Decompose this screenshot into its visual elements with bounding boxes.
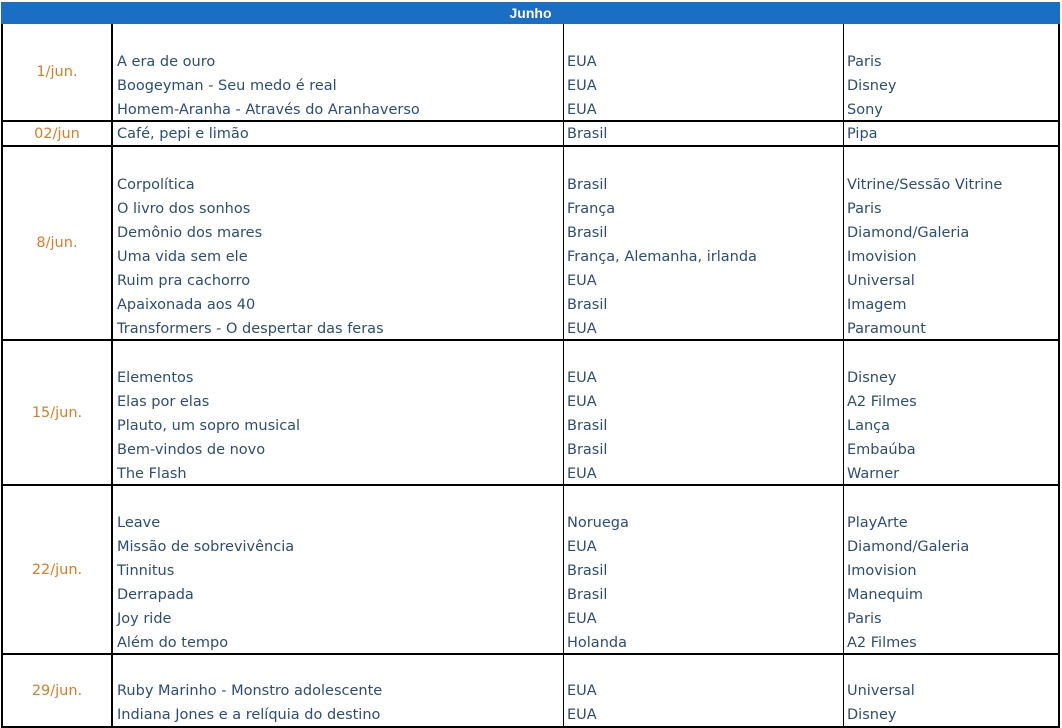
country-cell[interactable]: Brasil [567,297,608,313]
release-rows [3,147,1058,339]
country-cell[interactable]: Brasil [567,225,608,241]
table-row [3,122,1058,146]
release-rows [3,655,1058,726]
table-row [3,74,1058,98]
distributor-cell[interactable]: Disney [847,78,897,94]
movie-title-cell[interactable]: The Flash [117,466,187,482]
country-cell[interactable]: EUA [567,394,597,410]
release-rows [3,24,1058,120]
country-cell[interactable]: Brasil [567,442,608,458]
country-cell[interactable]: EUA [567,707,597,723]
table-row [3,173,1058,197]
release-date-cell[interactable]: 15/jun. [3,341,113,484]
movie-title-cell[interactable]: O livro dos sonhos [117,201,251,217]
country-cell[interactable]: EUA [567,539,597,555]
table-row [3,631,1058,655]
movie-title-cell[interactable]: Plauto, um sopro musical [117,418,301,434]
distributor-cell[interactable]: Imovision [847,249,917,265]
table-row [3,583,1058,607]
month-header[interactable]: Junho [1,2,1060,24]
country-cell[interactable]: EUA [567,78,597,94]
release-group [1,655,1060,728]
distributor-cell[interactable]: A2 Filmes [847,635,917,651]
release-date-cell[interactable]: 8/jun. [3,147,113,339]
distributor-cell[interactable]: Warner [847,466,900,482]
table-row [3,390,1058,414]
release-group [1,122,1060,147]
distributor-cell[interactable]: Disney [847,370,897,386]
release-group [1,486,1060,655]
distributor-cell[interactable]: Embaúba [847,442,916,458]
table-row [3,511,1058,535]
table-row [3,221,1058,245]
table-row [3,559,1058,583]
country-cell[interactable]: França, Alemanha, irlanda [567,249,757,265]
movie-title-cell[interactable]: Transformers - O despertar das feras [117,321,384,337]
country-cell[interactable]: Brasil [567,418,608,434]
release-group [1,341,1060,486]
table-row [3,535,1058,559]
release-date-cell[interactable]: 22/jun. [3,486,113,653]
release-group [1,147,1060,341]
distributor-cell[interactable]: Diamond/Galeria [847,225,970,241]
table-row [3,98,1058,122]
distributor-cell[interactable]: PlayArte [847,515,908,531]
movie-title-cell[interactable]: Bem-vindos de novo [117,442,266,458]
release-rows [3,122,1058,145]
distributor-cell[interactable]: Imovision [847,563,917,579]
movie-title-cell[interactable]: Corpolítica [117,177,195,193]
table-row [3,438,1058,462]
release-rows [3,341,1058,484]
country-cell[interactable]: França [567,201,616,217]
movie-title-cell[interactable]: Café, pepi e limão [117,126,249,142]
movie-title-cell[interactable]: Boogeyman - Seu medo é real [117,78,337,94]
distributor-cell[interactable]: Sony [847,102,883,118]
movie-title-cell[interactable]: Demônio dos mares [117,225,263,241]
movie-title-cell[interactable]: Joy ride [117,611,172,627]
table-row [3,607,1058,631]
release-rows [3,486,1058,653]
movie-title-cell[interactable]: Elementos [117,370,194,386]
country-cell[interactable]: Brasil [567,126,608,142]
distributor-cell[interactable]: Disney [847,707,897,723]
country-cell[interactable]: EUA [567,370,597,386]
distributor-cell[interactable]: Universal [847,683,915,699]
country-cell[interactable]: EUA [567,321,597,337]
table-row [3,317,1058,341]
country-cell[interactable]: EUA [567,466,597,482]
movie-title-cell[interactable]: Ruim pra cachorro [117,273,251,289]
table-row [3,197,1058,221]
distributor-cell[interactable]: Paris [847,54,882,70]
distributor-cell[interactable]: Lança [847,418,891,434]
distributor-cell[interactable]: Paris [847,201,882,217]
country-cell[interactable]: Brasil [567,563,608,579]
country-cell[interactable]: Brasil [567,587,608,603]
country-cell[interactable]: EUA [567,102,597,118]
movie-title-cell[interactable]: Homem-Aranha - Através do Aranhaverso [117,102,420,118]
distributor-cell[interactable]: A2 Filmes [847,394,917,410]
movie-title-cell[interactable]: Leave [117,515,161,531]
table-row [3,245,1058,269]
movie-title-cell[interactable]: Ruby Marinho - Monstro adolescente [117,683,383,699]
distributor-cell[interactable]: Vitrine/Sessão Vitrine [847,177,1003,193]
table-row [3,703,1058,727]
table-row [3,50,1058,74]
release-date-cell[interactable]: 02/jun [3,122,113,145]
country-cell[interactable]: EUA [567,611,597,627]
table-row [3,462,1058,486]
movie-title-cell[interactable]: Uma vida sem ele [117,249,248,265]
release-date-cell[interactable]: 29/jun. [3,655,113,726]
table-row [3,366,1058,390]
movie-title-cell[interactable]: Derrapada [117,587,194,603]
distributor-cell[interactable]: Manequim [847,587,924,603]
movie-title-cell[interactable]: Elas por elas [117,394,210,410]
country-cell[interactable]: Noruega [567,515,629,531]
table-row [3,414,1058,438]
country-cell[interactable]: Brasil [567,177,608,193]
country-cell[interactable]: EUA [567,273,597,289]
movie-title-cell[interactable]: Indiana Jones e a relíquia do destino [117,707,381,723]
country-cell[interactable]: EUA [567,683,597,699]
release-group [1,24,1060,122]
movie-title-cell[interactable]: Tinnitus [117,563,175,579]
distributor-cell[interactable]: Pipa [847,126,878,142]
movie-title-cell[interactable]: Missão de sobrevivência [117,539,295,555]
distributor-cell[interactable]: Universal [847,273,915,289]
movie-title-cell[interactable]: Além do tempo [117,635,229,651]
distributor-cell[interactable]: Paramount [847,321,926,337]
distributor-cell[interactable]: Imagem [847,297,907,313]
release-date-cell[interactable]: 1/jun. [3,24,113,120]
table-row [3,679,1058,703]
country-cell[interactable]: Holanda [567,635,627,651]
table-row [3,293,1058,317]
movie-title-cell[interactable]: A era de ouro [117,54,216,70]
table-row [3,269,1058,293]
distributor-cell[interactable]: Diamond/Galeria [847,539,970,555]
distributor-cell[interactable]: Paris [847,611,882,627]
country-cell[interactable]: EUA [567,54,597,70]
movie-title-cell[interactable]: Apaixonada aos 40 [117,297,256,313]
